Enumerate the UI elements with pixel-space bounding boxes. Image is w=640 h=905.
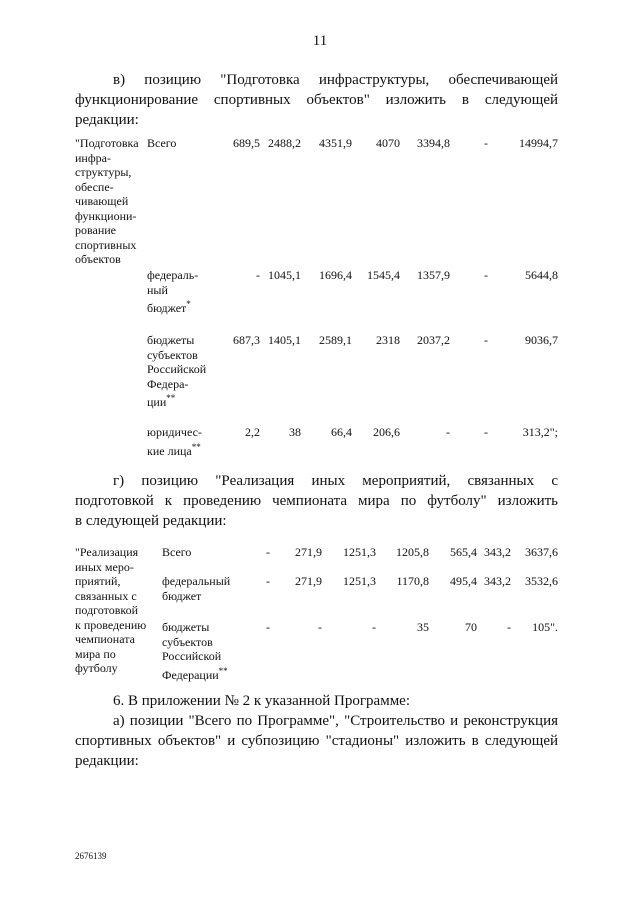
value-cell: 105".	[532, 620, 558, 634]
document-number: 2676139	[75, 851, 107, 861]
row-label-line: кие лица**	[147, 441, 201, 458]
value-cell: 687,3	[233, 333, 260, 347]
position-name-line: футболу	[75, 661, 118, 675]
value-cell: 1357,9	[417, 268, 450, 282]
value-cell: 2589,1	[319, 333, 352, 347]
row-label-line: Федерации**	[162, 665, 228, 682]
section-6-paragraph	[75, 691, 558, 771]
value-cell: 271,9	[295, 574, 322, 588]
value-cell: 206,6	[373, 425, 400, 439]
text-line: подготовкой к проведению чемпионата мира по футболу" изложить	[75, 493, 558, 509]
row-label-line: Российской	[147, 362, 207, 376]
text-line: в) позицию "Подготовка инфраструктуры, обеспечивающей	[113, 72, 558, 88]
value-cell: 70	[465, 620, 477, 634]
row-label-line: федеральный	[162, 574, 231, 588]
value-cell: 5644,8	[525, 268, 558, 282]
value-cell: 2318	[376, 333, 400, 347]
value-cell: 35	[417, 620, 429, 634]
footnote-marker: **	[166, 393, 176, 403]
value-cell: -	[256, 268, 260, 282]
row-label-line: субъектов	[162, 634, 213, 649]
text-line: спортивных объектов" и субпозицию "стадионы" изложить в следующей	[75, 733, 558, 749]
value-cell: -	[372, 620, 376, 634]
position-name-line: объектов	[75, 252, 121, 266]
section-g-paragraph	[75, 471, 558, 531]
position-name-line: функциони-	[75, 208, 137, 223]
value-cell: 66,4	[331, 425, 352, 439]
position-name-line: подготовкой	[75, 603, 139, 617]
value-cell: 1545,4	[367, 268, 400, 282]
value-cell: -	[266, 574, 270, 588]
position-name-line: приятий,	[75, 574, 121, 588]
value-cell: 343,2	[484, 574, 511, 588]
value-cell: -	[484, 333, 488, 347]
value-cell: 4351,9	[319, 136, 352, 150]
value-cell: -	[266, 620, 270, 634]
row-label-line: субъектов	[147, 347, 198, 362]
value-cell: -	[446, 425, 450, 439]
position-name-line: "Подготовка	[75, 136, 139, 150]
row-label-line: бюджеты	[147, 333, 195, 347]
row-label-line: бюджет*	[147, 299, 191, 315]
value-cell: 1405,1	[268, 333, 301, 347]
value-cell: -	[507, 620, 511, 634]
row-label-line: бюджеты	[162, 620, 210, 634]
value-cell: -	[484, 136, 488, 150]
position-name-line: структуры,	[75, 165, 132, 179]
row-label-line: Федера-	[147, 376, 189, 391]
row-label-line: юридичес-	[147, 425, 202, 439]
text-line: функционирование спортивных объектов" изложить в следующей	[75, 92, 558, 108]
footnote-marker: **	[218, 665, 228, 676]
value-cell: 3532,6	[525, 574, 558, 588]
value-cell: 1045,1	[268, 268, 301, 282]
position-name-line: "Реализация	[75, 545, 139, 559]
section-heading: 6. В приложении № 2 к указанной Программе:	[113, 693, 411, 709]
value-cell: 2037,2	[417, 333, 450, 347]
row-label-line: Всего	[147, 136, 177, 150]
position-name-line: связанных с	[75, 588, 137, 603]
value-cell: 2488,2	[268, 136, 301, 150]
value-cell: 1251,3	[343, 574, 376, 588]
value-cell: 1205,8	[396, 545, 429, 559]
row-label-line: Всего	[162, 545, 192, 559]
position-name-line: чемпионата	[75, 632, 135, 646]
text-line: редакции:	[75, 112, 139, 128]
text-line: редакции:	[75, 753, 139, 769]
value-cell: 4070	[376, 136, 400, 150]
value-cell: 9036,7	[525, 333, 558, 347]
value-cell: 14994,7	[519, 136, 558, 150]
footnote-marker: **	[191, 441, 201, 452]
value-cell: 1251,3	[343, 545, 376, 559]
position-name-line: чивающей	[75, 194, 129, 208]
value-cell: 3637,6	[525, 545, 558, 559]
page-number: 11	[312, 33, 328, 49]
row-label-line: ный	[147, 282, 168, 297]
row-label-line: бюджет	[162, 588, 202, 603]
text-line: а) позиции "Всего по Программе", "Строительство и реконструкция	[113, 713, 558, 729]
position-name-line: спортивных	[75, 237, 137, 252]
value-cell: 313,2";	[522, 425, 558, 439]
value-cell: 1170,8	[396, 574, 429, 588]
text-line: г) позицию "Реализация иных мероприятий, связанных с	[113, 473, 558, 489]
value-cell: 2,2	[245, 425, 260, 439]
value-cell: -	[484, 268, 488, 282]
row-label-line: ции**	[147, 393, 176, 409]
value-cell: -	[266, 545, 270, 559]
position-name-line: обеспе-	[75, 179, 114, 194]
value-cell: 3394,8	[417, 136, 450, 150]
row-label-line: Российской	[162, 649, 222, 663]
section-v-paragraph	[75, 70, 558, 130]
footnote-marker: *	[186, 299, 191, 309]
value-cell: -	[318, 620, 322, 634]
value-cell: 495,4	[450, 574, 477, 588]
position-name-line: рование	[75, 223, 117, 237]
position-name-line: инфра-	[75, 150, 111, 165]
value-cell: 343,2	[484, 545, 511, 559]
position-name-line: иных меро-	[75, 559, 134, 574]
position-name-line: к проведению	[75, 617, 147, 632]
value-cell: -	[484, 425, 488, 439]
value-cell: 271,9	[295, 545, 322, 559]
text-line: в следующей редакции:	[75, 513, 227, 529]
position-name-line: мира по	[75, 646, 116, 661]
value-cell: 689,5	[233, 136, 260, 150]
value-cell: 1696,4	[319, 268, 352, 282]
row-label-line: федераль-	[147, 268, 199, 282]
value-cell: 565,4	[450, 545, 477, 559]
value-cell: 38	[289, 425, 301, 439]
